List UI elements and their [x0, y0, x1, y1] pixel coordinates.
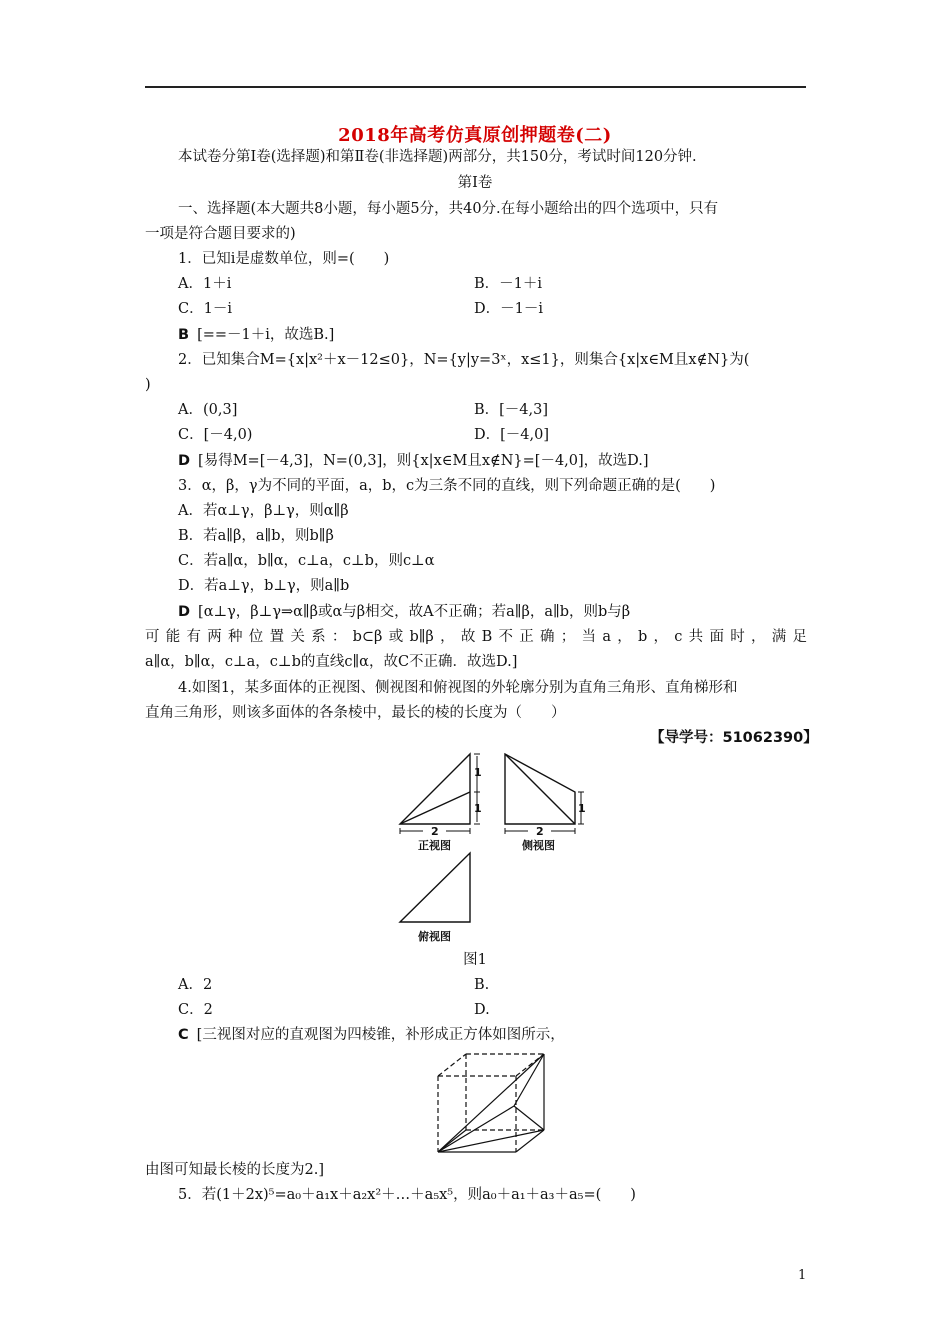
q2-stem-2: ) — [145, 377, 151, 393]
q3-option-b: B．若a∥β，a∥b，则b∥β — [178, 528, 334, 544]
q1-answer-text: [==－1＋i，故选B.] — [197, 327, 335, 343]
front-view-inner-line — [400, 792, 470, 824]
q3-answer-1 — [178, 602, 630, 622]
q3-answer-letter: D — [178, 604, 191, 620]
q1-option-d: D．－1－i — [474, 301, 543, 317]
q4-option-d: D. — [474, 1002, 490, 1018]
q4-option-b: B. — [474, 977, 490, 993]
q1-stem: 1．已知i是虚数单位，则=( ) — [178, 251, 390, 267]
q4-stem-1: 4.如图1，某多面体的正视图、侧视图和俯视图的外轮廓分别为直角三角形、直角梯形和 — [178, 680, 738, 696]
q4-stem-2: 直角三角形，则该多面体的各条棱中，最长的棱的长度为（ ） — [145, 705, 566, 721]
figure-caption: 图1 — [463, 952, 487, 968]
part-heading: 第Ⅰ卷 — [457, 175, 493, 191]
q1-answer — [178, 325, 334, 345]
side-view-label: 侧视图 — [522, 839, 555, 852]
q2-option-d: D．[－4,0] — [474, 427, 549, 443]
q3-option-a: A．若α⊥γ，β⊥γ，则α∥β — [178, 503, 349, 519]
q3-option-d: D．若a⊥γ，b⊥γ，则a∥b — [178, 578, 350, 594]
dim-label-3: 2 — [431, 825, 439, 838]
q3-answer-text-1: [α⊥γ，β⊥γ⇒α∥β或α与β相交，故A不正确；若a∥β，a∥b，则b与β — [198, 604, 631, 620]
q1-answer-letter: B — [178, 327, 190, 343]
q1-option-b: B．－1＋i — [474, 276, 543, 292]
section-line-1: 一、选择题(本大题共8小题，每小题5分，共40分.在每小题给出的四个选项中，只有 — [178, 201, 719, 217]
q4-answer-end: 由图可知最长棱的长度为2.] — [145, 1162, 324, 1178]
q2-answer-text: [易得M=[－4,3]，N=(0,3]，则{x|x∈M且x∉N}=[－4,0]，故选D.] — [198, 453, 649, 469]
q2-option-a: A．(0,3] — [178, 402, 238, 418]
q4-answer-text: [三视图对应的直观图为四棱锥，补形成正方体如图所示， — [196, 1027, 565, 1043]
q2-option-b: B．[－4,3] — [474, 402, 549, 418]
q1-option-a: A．1＋i — [178, 276, 232, 292]
q3-stem: 3．α，β，γ为不同的平面，a，b，c为三条不同的直线，则下列命题正确的是( ) — [178, 478, 716, 494]
guide-number: 【导学号：51062390】 — [650, 730, 818, 746]
intro-text: 本试卷分第Ⅰ卷(选择题)和第Ⅱ卷(非选择题)两部分，共150分，考试时间120分钟. — [178, 149, 697, 165]
q3-answer-2: 可能有两种位置关系：b⊂β或b∥β，故B不正确；当a，b，c共面时，满足 — [145, 629, 807, 645]
page-title: 2018年高考仿真原创押题卷(二) — [338, 125, 612, 146]
q2-option-c: C．[－4,0) — [178, 427, 253, 443]
three-view-figure — [390, 748, 590, 950]
header-rule — [145, 86, 806, 88]
top-view-outline — [400, 853, 470, 922]
q4-option-a: A．2 — [178, 977, 213, 993]
section-line-2: 一项是符合题目要求的) — [145, 226, 296, 242]
q2-stem-1: 2．已知集合M={x|x²＋x－12≤0}，N={y|y=3ˣ，x≤1}，则集合{x|x∈M且x∉N}为( — [178, 352, 750, 368]
q4-answer — [178, 1025, 565, 1045]
q2-answer-letter: D — [178, 453, 191, 469]
dim-label-1: 1 — [474, 766, 482, 779]
side-view-diagonal — [505, 754, 575, 824]
q2-answer — [178, 451, 649, 471]
page-number: 1 — [798, 1268, 807, 1283]
q5-stem: 5．若(1＋2x)⁵=a₀＋a₁x＋a₂x²＋…＋a₅x⁵，则a₀＋a₁＋a₃＋a₅=( ) — [178, 1187, 636, 1203]
q4-option-c: C．2 — [178, 1002, 213, 1018]
q3-answer-3: a∥α，b∥α，c⊥a，c⊥b的直线c∥α，故C不正确．故选D.] — [145, 654, 518, 670]
q3-option-c: C．若a∥α，b∥α，c⊥a，c⊥b，则c⊥α — [178, 553, 435, 569]
q1-option-c: C．1－i — [178, 301, 232, 317]
front-view-outline — [400, 754, 470, 824]
dim-label-2: 1 — [474, 802, 482, 815]
front-view-label: 正视图 — [418, 839, 451, 852]
cube-figure — [430, 1048, 560, 1158]
dim-label-5: 1 — [578, 802, 586, 815]
dim-label-4: 2 — [536, 825, 544, 838]
top-view-label: 俯视图 — [418, 930, 451, 943]
q4-answer-letter: C — [178, 1027, 189, 1043]
